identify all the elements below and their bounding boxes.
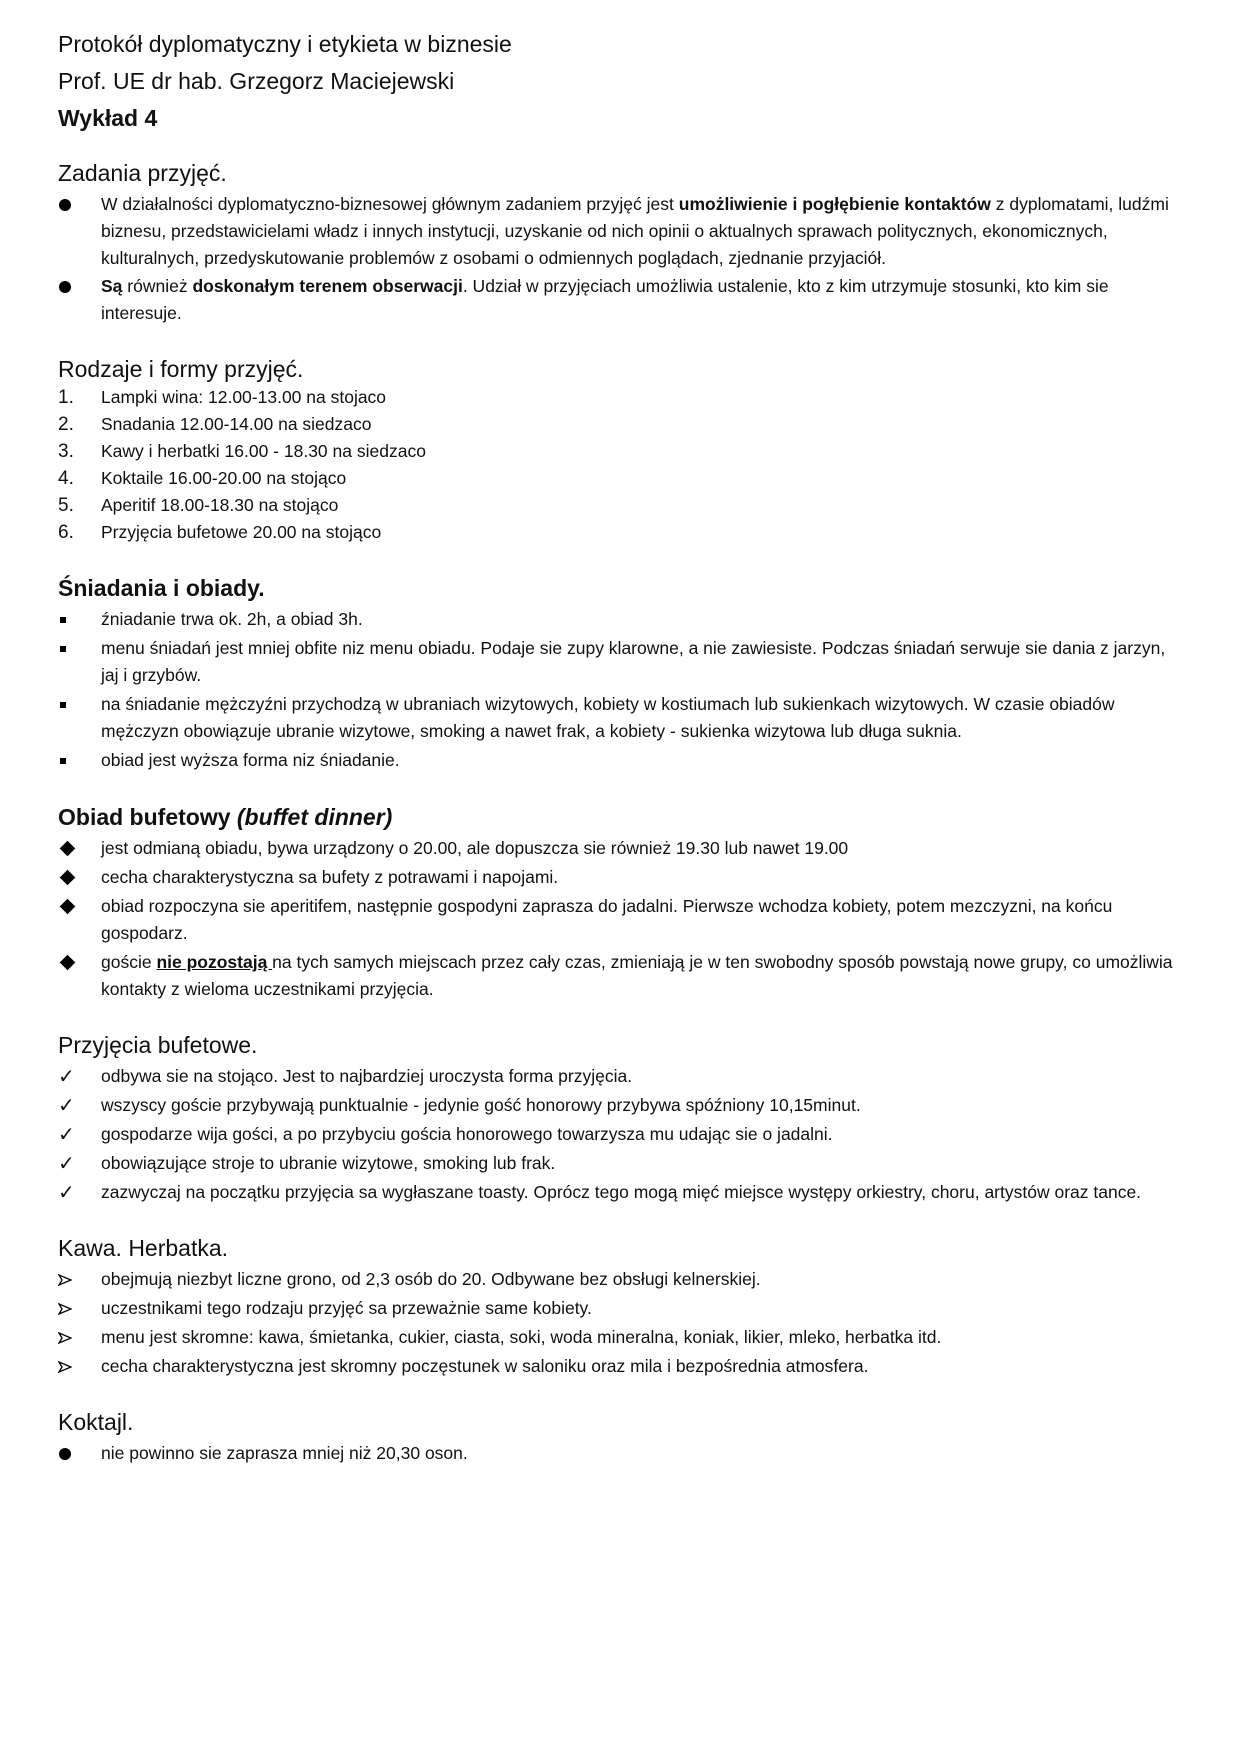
section-heading: Śniadania i obiady. [58,575,265,601]
section-heading: Koktajl. [58,1409,134,1435]
section-przyjecia-bufetowe [58,1030,1178,1206]
list-item: obiad jest wyższa forma niz śniadanie. [58,747,1178,774]
list-item: goście nie pozostają na tych samych miejscach przez cały czas, zmieniają je w ten swobodny sposób powstają nowe grupy, co umożliwia kontakty z wieloma uczestnikami przyjęcia. [58,949,1178,1003]
list-item: jest odmianą obiadu, bywa urządzony o 20.00, ale dopuszcza sie również 19.30 lub nawet 19.00 [58,835,1178,862]
list-item: cecha charakterystyczna jest skromny poczęstunek w saloniku oraz mila i bezpośrednia atmosfera. [58,1353,1178,1380]
list-item: ✓ odbywa sie na stojąco. Jest to najbardziej uroczysta forma przyjęcia. [58,1064,633,1088]
section-heading: Zadania przyjęć. [58,160,227,186]
list-item: 6. Przyjęcia bufetowe 20.00 na stojąco [58,519,1178,546]
list-item: ✓ wszyscy goście przybywają punktualnie - jedynie gość honorowy przybywa spóźniony 10,15minut. [58,1093,861,1117]
list-item: menu jest skromne: kawa, śmietanka, cukier, ciasta, soki, woda mineralna, koniak, likier, mleko, herbatka itd. [58,1324,1178,1351]
list-item: 5. Aperitif 18.00-18.30 na stojąco [58,492,1178,519]
bullet-list [58,835,1178,1003]
numbered-list [58,384,1178,546]
bullet-diamond-icon [58,835,88,862]
list-number: 6. [58,522,74,543]
bullet-square-icon [58,691,88,718]
list-number: 4. [58,468,74,489]
list-item: ✓ zazwyczaj na początku przyjęcia sa wygłaszane toasty. Oprócz tego mogą mięć miejsce występy orkiestry, choru, artystów oraz tance. [58,1180,1142,1204]
bullet-square-icon [58,747,88,774]
list-item: uczestnikami tego rodzaju przyjęć sa przeważnie same kobiety. [58,1295,1178,1322]
arrowhead-icon [58,1324,88,1351]
arrowhead-icon [58,1266,88,1293]
arrowhead-icon [58,1295,88,1322]
bullet-square-icon [58,635,88,662]
bullet-dot-icon [58,1440,88,1467]
list-item: Są również doskonałym terenem obserwacji. Udział w przyjęciach umożliwia ustalenie, kto z kim utrzymuje stosunki, kto kim sie interesuje. [58,273,1178,327]
author-line: Prof. UE dr hab. Grzegorz Maciejewski [58,68,455,94]
bullet-list [58,1063,1178,1206]
list-number: 5. [58,495,74,516]
bullet-dot-icon [58,191,88,218]
list-item: 4. Koktaile 16.00-20.00 na stojąco [58,465,1178,492]
section-obiad-bufetowy [58,802,1178,1003]
bullet-dot-icon [58,273,88,300]
bullet-square-icon [58,606,88,633]
list-item: obejmują niezbyt liczne grono, od 2,3 osób do 20. Odbywane bez obsługi kelnerskiej. [58,1266,1178,1293]
list-number: 1. [58,387,74,408]
bullet-diamond-icon [58,893,88,920]
bullet-list [58,606,1178,774]
list-item: 1. Lampki wina: 12.00-13.00 na stojaco [58,384,1178,411]
list-item: źniadanie trwa ok. 2h, a obiad 3h. [58,606,1178,633]
document-page [58,26,1178,1467]
check-icon: ✓ [58,1093,75,1117]
list-item: menu śniadań jest mniej obfite niz menu obiadu. Podaje sie zupy klarowne, a nie zawiesiste. Podczas śniadań serwuje sie dania z jarzyn, jaj i grzybów. [58,635,1178,689]
list-item: 2. Snadania 12.00-14.00 na siedzaco [58,411,1178,438]
section-kawa-herbatka [58,1233,1178,1380]
list-number: 3. [58,441,74,462]
check-icon: ✓ [58,1180,75,1204]
section-heading: Obiad bufetowy (buffet dinner) [58,804,393,830]
list-item: obiad rozpoczyna sie aperitifem, następnie gospodyni zaprasza do jadalni. Pierwsze wchodza kobiety, potem mezczyzni, na końcu gospodarz. [58,893,1178,947]
section-zadania [58,158,1178,327]
check-icon: ✓ [58,1122,75,1146]
list-item: ✓ obowiązujące stroje to ubranie wizytowe, smoking lub frak. [58,1151,556,1175]
list-item: ✓ gospodarze wija gości, a po przybyciu gościa honorowego towarzysza mu udając sie o jadalni. [58,1122,833,1146]
lecture-label: Wykład 4 [58,105,158,131]
bullet-diamond-icon [58,949,88,976]
section-koktajl [58,1407,1178,1467]
check-icon: ✓ [58,1064,75,1088]
arrowhead-icon [58,1353,88,1380]
section-rodzaje [58,354,1178,546]
bullet-list [58,1266,1178,1380]
document-header [58,26,1178,137]
bullet-list [58,191,1178,327]
list-item: W działalności dyplomatyczno-biznesowej głównym zadaniem przyjęć jest umożliwienie i pogłębienie kontaktów z dyplomatami, ludźmi biznesu, przedstawicielami władz i innych instytucji, uzyskanie od nich opinii o aktualnych sprawach politycznych, ekonomicznych, kulturalnych, przedyskutowanie problemów z osobami o odmiennych poglądach, zjednanie przyjaciół. [58,191,1178,272]
section-heading: Przyjęcia bufetowe. [58,1032,258,1058]
section-heading: Kawa. Herbatka. [58,1235,229,1261]
check-icon: ✓ [58,1151,75,1175]
list-item: na śniadanie mężczyźni przychodzą w ubraniach wizytowych, kobiety w kostiumach lub sukienkach wizytowych. W czasie obiadów mężczyzn obowiązuje ubranie wizytowe, smoking a nawet frak, a kobiety - sukienka wizytowa lub długa suknia. [58,691,1178,745]
list-item: cecha charakterystyczna sa bufety z potrawami i napojami. [58,864,1178,891]
list-item: 3. Kawy i herbatki 16.00 - 18.30 na siedzaco [58,438,1178,465]
section-heading: Rodzaje i formy przyjęć. [58,356,304,382]
list-item: nie powinno sie zaprasza mniej niż 20,30 oson. [58,1440,1178,1467]
bullet-diamond-icon [58,864,88,891]
section-sniadania [58,573,1178,774]
document-title: Protokół dyplomatyczny i etykieta w biznesie [58,31,512,57]
list-number: 2. [58,414,74,435]
bullet-list [58,1440,1178,1467]
